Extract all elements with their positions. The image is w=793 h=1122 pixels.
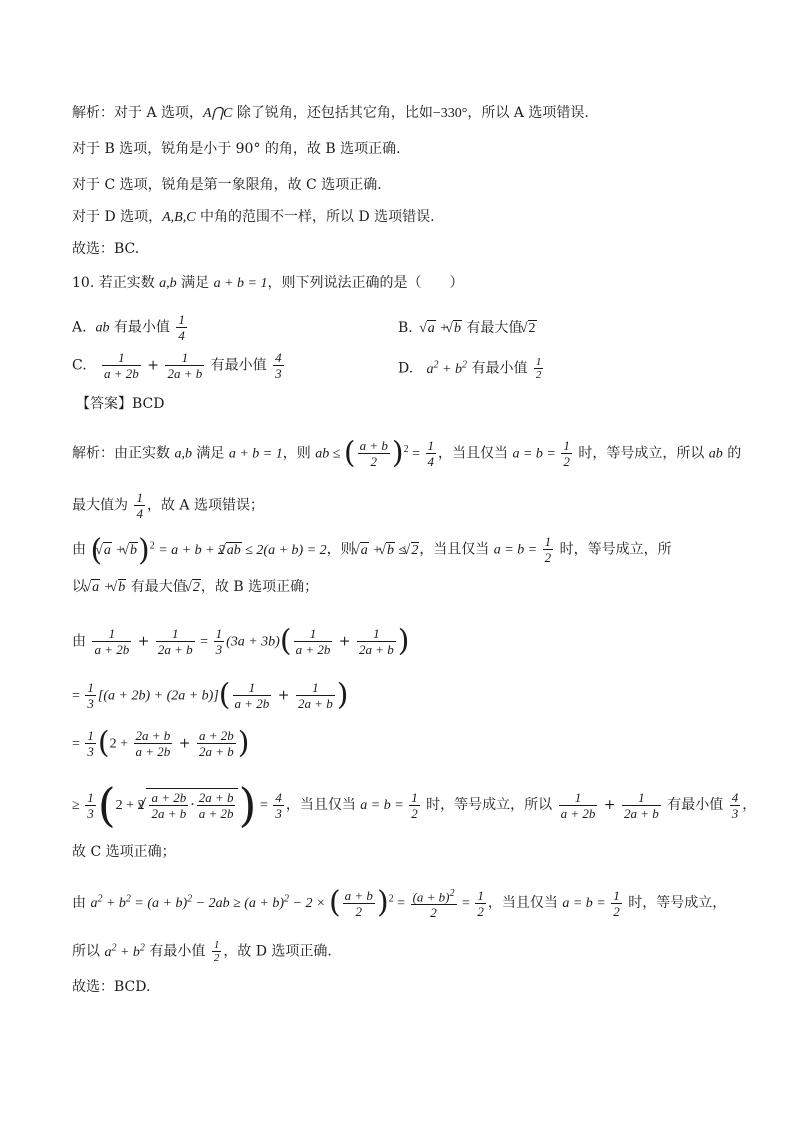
q10-option-c: C. $\frac{1}{a + 2b}$ + $\frac{1}{2a + b}$ 有最小值 $\frac{4}{3}$ [72,350,282,381]
text: 有最小值 [109,319,175,336]
q10-stem [72,273,463,294]
option-label: B. [398,320,413,336]
solution-b-line1: 由 (√ a + √ b)$^2$ = a + b + 2√ ab ≤ 2(a + b) = 2，则 √ a + √ b ≤ √ 2，当且仅当 a = b = $\frac{1}{2}$ 时，等号成立，所 [72,534,672,565]
text: 的 [722,445,742,462]
solution-c-line5: 故 C 选项正确； [72,844,176,860]
text: ，故 B 选项正确； [200,579,319,595]
text: 以 [72,579,91,595]
option-label: C. [72,357,87,374]
text: 解析：对于 A 选项， [72,105,204,121]
q9-analysis-c: 对于 C 选项，锐角是第一象限角，故 C 选项正确. [72,177,382,193]
solution-c-line2: = $\frac{1}{3}$ [(a + 2b) + (2a + b)]( $\frac{1}{a + 2b}$ + $\frac{1}{2a + b}$ ) [72,677,349,713]
solution-b-line2: 以 √ a + √ b 有最大值 √ 2，故 B 选项正确； [72,577,318,598]
text: 由 [72,633,91,650]
q10-option-b: B. √ a + √ b 有最大值 √ 2 [398,318,537,339]
q9-analysis-a [72,103,589,124]
text: 时，等号成立，所以 [573,445,709,462]
text: ，则下列说法正确的是（ ） [267,275,464,291]
math: a,b [159,276,177,291]
text: 10. 若正实数 [72,275,160,291]
text: 由 [72,895,91,912]
fraction: $\frac{1}{4}$ [178,312,185,343]
solution-c-line1: 由 $\frac{1}{a + 2b}$ + $\frac{1}{2a + b}$ = $\frac{1}{3}$ (3a + 3b)( $\frac{1}{a + 2b}$ + $\frac{1}{2a + b}$ ) [72,623,410,659]
text: ，故 D 选项正确. [223,943,332,960]
text: 解析：由正实数 [72,445,175,462]
option-label: D. [398,360,414,377]
solution-a-line2: 最大值为 $\frac{1}{4}$ ，故 A 选项错误； [72,490,264,521]
option-label: A. [72,319,87,336]
q10-option-d: D. $a^2 + b^2$ 有最小值 $\frac{1}{2}$ [398,356,542,382]
text: ，则 [282,445,316,462]
text: 中角的范围不一样，所以 D 选项错误. [195,209,435,225]
text: 满足 [191,445,229,462]
text: ，当且仅当 [285,797,361,813]
q10-answer: 【答案】BCD [76,396,165,412]
q10-option-a [72,312,189,343]
text: 有最小值 [206,357,272,374]
text: 有最大值 [126,579,192,595]
text: ，故 A 选项错误； [146,497,264,514]
text: ，则 [326,541,360,558]
q9-choice: 故选：BC. [72,241,140,257]
solution-a-line1: 解析：由正实数 a,b 满足 a + b = 1，则 ab ≤ ( $\frac{a + b}{2}$ )$^2$ = $\frac{1}{4}$ ，当且仅当 a = b = $\frac{1}{2}$ 时，等号成立，所以 ab 的 [72,435,742,471]
text: 有最小值 [662,797,728,813]
text: 时，等号成立，所以 [421,797,557,813]
solution-c-line4: ≥ $\frac{1}{3}$ (2 + 2 √ $\frac{a + 2b}{2a + b}$ · $\frac{2a + b}{a + 2b}$ ) = $\frac{4}{3}$ ，当且仅当 a = b = $\frac{1}{2}$ 时，等号成立，所以 $\frac{1}{a + 2b}$ + $\frac{1}{2a + b}$ 有最小值 $\frac{4}{3}$ ， [72,788,756,821]
solution-c-line3: = $\frac{1}{3}$ (2 + $\frac{2a + b}{a + 2b}$ + $\frac{a + 2b}{2a + b}$ ) [72,725,250,761]
math: A,B,C [162,210,196,225]
fraction: $\frac{4}{3}$ [275,350,282,381]
text: 时，等号成立， [623,895,727,912]
q10-choice: 故选：BCD. [72,979,151,995]
text: ，当且仅当 [487,895,563,912]
text: 有最大值 [461,320,527,336]
text: ，所以 A 选项错误. [467,105,589,121]
text: 时，等号成立，所 [555,541,672,558]
text: ，当且仅当 [438,445,513,462]
math: a + b = 1 [213,276,268,291]
text: 最大值为 [72,497,133,514]
q9-analysis-b: 对于 B 选项，锐角是小于 90° 的角，故 B 选项正确. [72,141,401,157]
text: 满足 [176,275,214,291]
text: 有最小值 [144,943,210,960]
solution-d-line1: 由 $a^2 + b^2 = (a + b)^2 - 2ab \ge (a + b)^2 - 2$ × ( $\frac{a + b}{2}$ )$^2$ = $\frac{(a + b)^2}{2}$ = $\frac{1}{2}$ ，当且仅当 a = b = $\frac{1}{2}$ 时，等号成立， [72,885,727,921]
math: ab [95,320,110,336]
q9-analysis-d [72,207,435,228]
text: 由 [72,541,91,558]
text: 有最小值 [467,360,532,377]
text: 所以 [72,943,105,960]
text: ，当且仅当 [419,541,494,558]
math: A⋂C [203,106,233,121]
text: 对于 D 选项， [72,209,163,225]
solution-d-line2: 所以 $a^2 + b^2$ 有最小值 $\frac{1}{2}$ ，故 D 选项正确. [72,939,332,965]
math: −330° [432,106,468,121]
fraction: $\frac{1}{2}$ [535,356,542,382]
text: 除了锐角，还包括其它角，比如 [232,105,433,121]
